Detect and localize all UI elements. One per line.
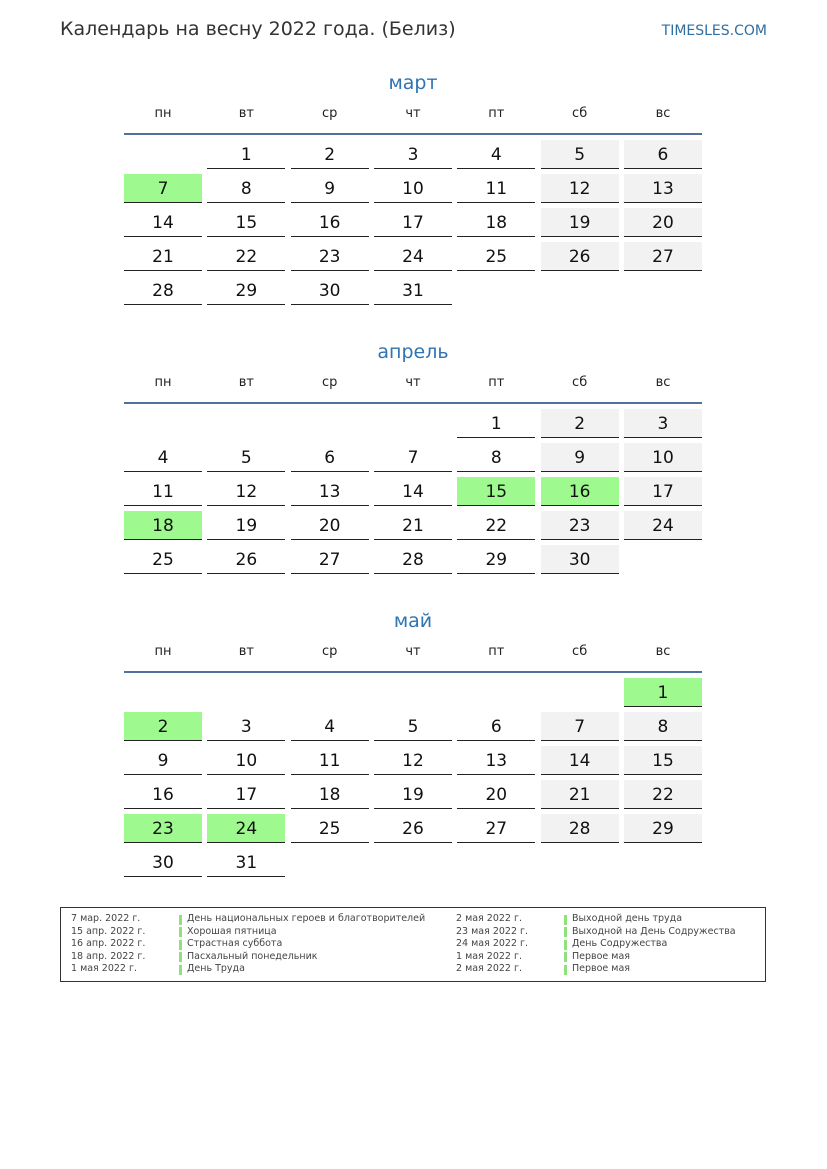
day-cell: 20 xyxy=(457,780,535,809)
weekday-label: ср xyxy=(321,375,338,390)
day-cell: 6 xyxy=(457,712,535,741)
header-divider xyxy=(124,133,702,135)
empty-cell xyxy=(207,409,285,438)
day-cell: 14 xyxy=(124,208,202,237)
legend-date: 16 апр. 2022 г. xyxy=(71,938,146,950)
weekday-label: пт xyxy=(488,106,505,121)
day-cell: 28 xyxy=(374,545,452,574)
day-cell: 1 xyxy=(457,409,535,438)
legend-color-marker xyxy=(179,927,182,937)
legend-holiday-name: День Содружества xyxy=(572,938,668,950)
weekday-label: вт xyxy=(238,106,254,121)
legend-date: 15 апр. 2022 г. xyxy=(71,925,146,937)
legend-date: 18 апр. 2022 г. xyxy=(71,950,146,962)
day-cell: 22 xyxy=(207,242,285,271)
day-cell: 13 xyxy=(291,477,369,506)
day-cell: 29 xyxy=(457,545,535,574)
legend-color-marker xyxy=(564,915,567,925)
month-title: март xyxy=(388,72,438,94)
day-grid xyxy=(124,140,702,305)
day-cell: 20 xyxy=(624,208,702,237)
weekday-label: вс xyxy=(655,644,671,659)
holiday-day-cell: 15 xyxy=(457,477,535,506)
legend-color-marker xyxy=(179,915,182,925)
legend-color-marker xyxy=(179,965,182,975)
day-cell: 15 xyxy=(624,746,702,775)
holiday-day-cell: 23 xyxy=(124,814,202,843)
weekday-label: чт xyxy=(405,106,421,121)
day-cell: 22 xyxy=(457,511,535,540)
day-cell: 2 xyxy=(291,140,369,169)
day-cell: 15 xyxy=(207,208,285,237)
day-cell: 11 xyxy=(124,477,202,506)
legend-holiday-name: Пасхальный понедельник xyxy=(187,950,318,962)
holiday-day-cell: 24 xyxy=(207,814,285,843)
legend-holiday-name: Выходной день труда xyxy=(572,913,683,924)
legend-color-marker xyxy=(564,927,567,937)
legend-holiday-name: День Труда xyxy=(187,963,245,975)
header-divider xyxy=(124,402,702,404)
day-cell: 12 xyxy=(207,477,285,506)
legend-holiday-name: Выходной на День Содружества xyxy=(572,925,736,937)
day-cell: 10 xyxy=(374,174,452,203)
day-cell: 5 xyxy=(374,712,452,741)
day-cell: 25 xyxy=(291,814,369,843)
empty-cell xyxy=(541,678,619,707)
legend-holiday-name: Первое мая xyxy=(572,950,630,962)
legend-date: 2 мая 2022 г. xyxy=(456,913,522,924)
day-cell: 28 xyxy=(541,814,619,843)
day-cell: 25 xyxy=(124,545,202,574)
day-grid xyxy=(124,678,702,877)
weekday-label: пн xyxy=(154,106,172,121)
empty-cell xyxy=(124,409,202,438)
legend-color-marker xyxy=(564,940,567,950)
day-cell: 27 xyxy=(624,242,702,271)
legend-holiday-name: Страстная суббота xyxy=(187,938,283,950)
holiday-day-cell: 7 xyxy=(124,174,202,203)
day-cell: 4 xyxy=(457,140,535,169)
weekday-label: пт xyxy=(488,644,505,659)
weekday-label: пт xyxy=(488,375,505,390)
day-cell: 29 xyxy=(624,814,702,843)
day-cell: 30 xyxy=(291,276,369,305)
weekday-label: чт xyxy=(405,375,421,390)
holiday-day-cell: 1 xyxy=(624,678,702,707)
day-cell: 19 xyxy=(541,208,619,237)
legend-color-marker xyxy=(179,952,182,962)
day-cell: 27 xyxy=(457,814,535,843)
day-cell: 3 xyxy=(374,140,452,169)
page-title: Календарь на весну 2022 года. (Белиз) xyxy=(60,18,456,40)
month-title: май xyxy=(393,610,433,632)
empty-cell xyxy=(124,678,202,707)
day-cell: 28 xyxy=(124,276,202,305)
day-cell: 21 xyxy=(374,511,452,540)
day-cell: 11 xyxy=(291,746,369,775)
day-cell: 16 xyxy=(124,780,202,809)
day-cell: 24 xyxy=(624,511,702,540)
day-cell: 23 xyxy=(541,511,619,540)
day-cell: 13 xyxy=(624,174,702,203)
empty-cell xyxy=(457,678,535,707)
month-calendar xyxy=(124,70,702,305)
weekday-header xyxy=(124,373,702,393)
day-cell: 17 xyxy=(624,477,702,506)
weekday-label: вт xyxy=(238,375,254,390)
legend-date: 1 мая 2022 г. xyxy=(71,963,137,975)
legend-date: 7 мар. 2022 г. xyxy=(71,913,141,924)
weekday-label: вс xyxy=(655,375,671,390)
day-cell: 1 xyxy=(207,140,285,169)
weekday-label: сб xyxy=(572,106,588,121)
day-cell: 19 xyxy=(207,511,285,540)
day-cell: 26 xyxy=(207,545,285,574)
day-cell: 29 xyxy=(207,276,285,305)
day-cell: 21 xyxy=(124,242,202,271)
legend-holiday-name: Хорошая пятница xyxy=(187,925,277,937)
holiday-day-cell: 18 xyxy=(124,511,202,540)
day-cell: 4 xyxy=(291,712,369,741)
weekday-header xyxy=(124,104,702,124)
day-cell: 17 xyxy=(374,208,452,237)
day-cell: 3 xyxy=(207,712,285,741)
empty-cell xyxy=(374,409,452,438)
legend-date: 1 мая 2022 г. xyxy=(456,950,522,962)
day-cell: 16 xyxy=(291,208,369,237)
day-cell: 10 xyxy=(207,746,285,775)
weekday-label: пн xyxy=(154,375,172,390)
holiday-day-cell: 2 xyxy=(124,712,202,741)
day-cell: 6 xyxy=(291,443,369,472)
month-calendar xyxy=(124,608,702,877)
weekday-label: вт xyxy=(238,644,254,659)
empty-cell xyxy=(291,678,369,707)
month-calendar xyxy=(124,339,702,574)
day-cell: 30 xyxy=(541,545,619,574)
day-cell: 23 xyxy=(291,242,369,271)
day-cell: 3 xyxy=(624,409,702,438)
weekday-label: чт xyxy=(405,644,421,659)
day-cell: 26 xyxy=(541,242,619,271)
day-cell: 5 xyxy=(207,443,285,472)
legend-color-marker xyxy=(179,940,182,950)
weekday-header xyxy=(124,642,702,662)
legend-date: 2 мая 2022 г. xyxy=(456,963,522,975)
weekday-label: ср xyxy=(321,644,338,659)
empty-cell xyxy=(124,140,202,169)
empty-cell xyxy=(374,678,452,707)
holiday-day-cell: 16 xyxy=(541,477,619,506)
day-cell: 2 xyxy=(541,409,619,438)
day-cell: 8 xyxy=(457,443,535,472)
day-cell: 20 xyxy=(291,511,369,540)
legend-color-marker xyxy=(564,965,567,975)
day-cell: 7 xyxy=(541,712,619,741)
day-cell: 10 xyxy=(624,443,702,472)
day-cell: 14 xyxy=(374,477,452,506)
day-cell: 5 xyxy=(541,140,619,169)
weekday-label: сб xyxy=(572,375,588,390)
day-cell: 17 xyxy=(207,780,285,809)
day-cell: 31 xyxy=(374,276,452,305)
day-cell: 30 xyxy=(124,848,202,877)
weekday-label: вс xyxy=(655,106,671,121)
day-cell: 12 xyxy=(374,746,452,775)
day-cell: 14 xyxy=(541,746,619,775)
day-cell: 27 xyxy=(291,545,369,574)
site-link[interactable]: TIMESLES.COM xyxy=(661,23,767,39)
weekday-label: ср xyxy=(321,106,338,121)
day-grid xyxy=(124,409,702,574)
day-cell: 22 xyxy=(624,780,702,809)
day-cell: 8 xyxy=(207,174,285,203)
day-cell: 12 xyxy=(541,174,619,203)
day-cell: 24 xyxy=(374,242,452,271)
legend-holiday-name: День национальных героев и благотворителей xyxy=(187,913,426,924)
empty-cell xyxy=(291,409,369,438)
day-cell: 21 xyxy=(541,780,619,809)
day-cell: 18 xyxy=(457,208,535,237)
legend-holiday-name: Первое мая xyxy=(572,963,630,975)
legend-color-marker xyxy=(564,952,567,962)
day-cell: 9 xyxy=(541,443,619,472)
header-divider xyxy=(124,671,702,673)
legend-date: 24 мая 2022 г. xyxy=(456,938,529,950)
weekday-label: сб xyxy=(572,644,588,659)
day-cell: 11 xyxy=(457,174,535,203)
day-cell: 9 xyxy=(124,746,202,775)
day-cell: 9 xyxy=(291,174,369,203)
day-cell: 25 xyxy=(457,242,535,271)
day-cell: 7 xyxy=(374,443,452,472)
day-cell: 8 xyxy=(624,712,702,741)
day-cell: 19 xyxy=(374,780,452,809)
month-title: апрель xyxy=(377,341,449,363)
day-cell: 31 xyxy=(207,848,285,877)
legend-date: 23 мая 2022 г. xyxy=(456,925,529,937)
holiday-legend xyxy=(60,907,766,982)
day-cell: 18 xyxy=(291,780,369,809)
day-cell: 26 xyxy=(374,814,452,843)
empty-cell xyxy=(207,678,285,707)
day-cell: 13 xyxy=(457,746,535,775)
day-cell: 4 xyxy=(124,443,202,472)
day-cell: 6 xyxy=(624,140,702,169)
weekday-label: пн xyxy=(154,644,172,659)
